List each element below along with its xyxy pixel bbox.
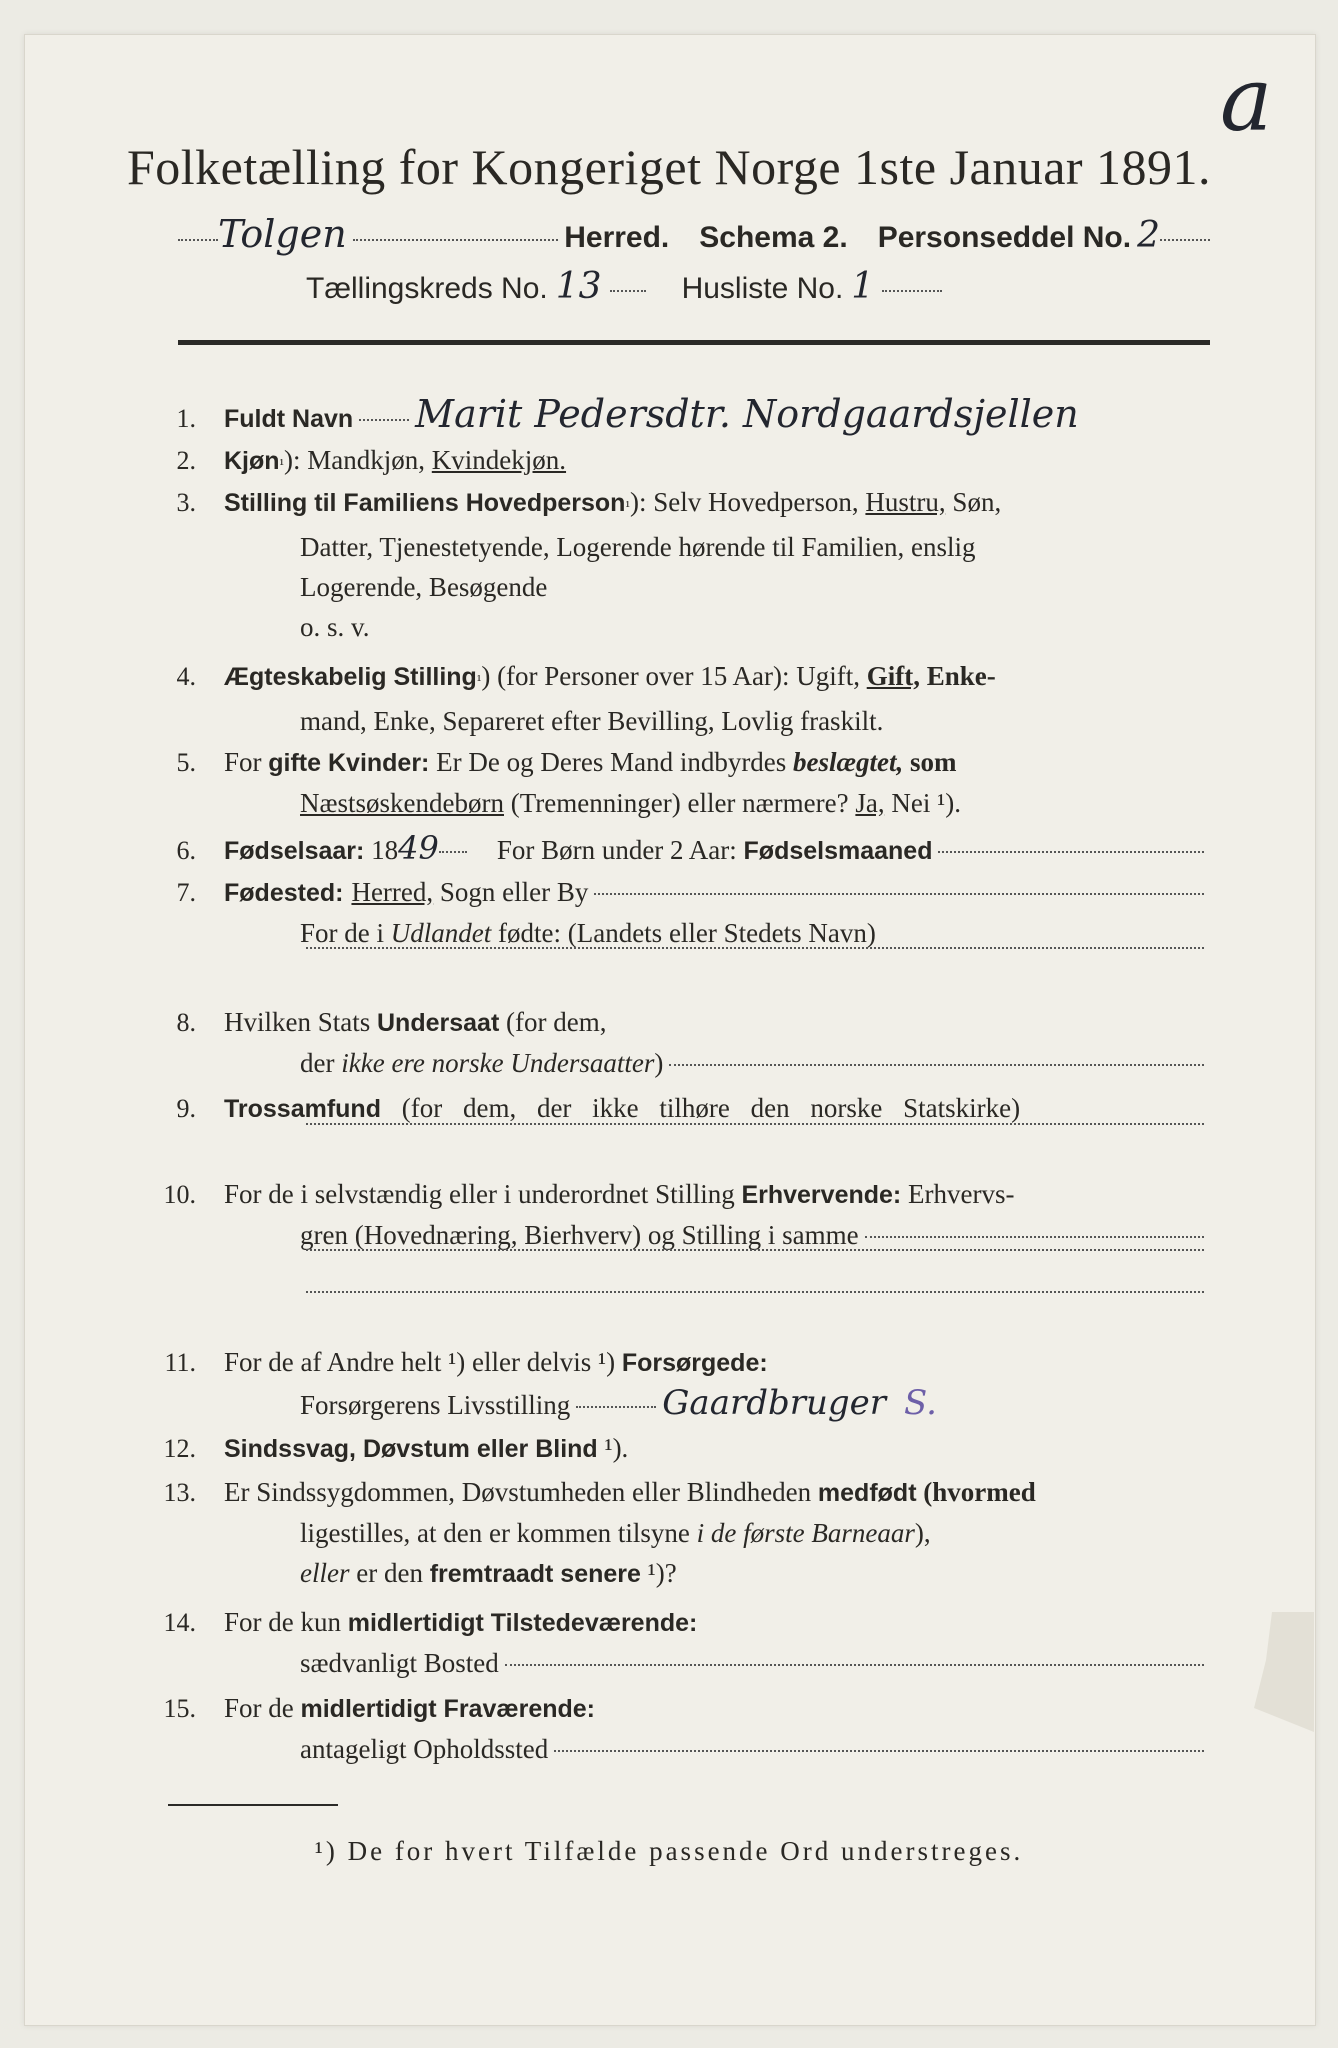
item-6-birth-year: 6. Fødselsaar: 18 49 For Børn under 2 Aar: Fødselsmaaned: [148, 828, 1210, 871]
item-12-disability: 12. Sindssvag, Døvstum eller Blind ¹).: [163, 1433, 629, 1463]
birthplace-selected: Herred,: [351, 877, 434, 907]
item-3-family-position: 3. Stilling til Familiens Hovedperson ¹ ): Selv Hovedperson, Hustru, Søn, Datter, Tjenestetyende, Logerende hørende til Familien, enslig Logerende, Besøgende o. s. v.: [148, 482, 1210, 647]
herred-label: Herred.: [564, 221, 670, 254]
schema-label: Schema 2.: [699, 221, 848, 254]
item-10-occupation: 10. For de i selvstændig eller i underordnet Stilling Erhvervende: Erhvervs- gren (Hovednæring, Bierhverv) og Stilling i samme: [148, 1174, 1210, 1339]
header-line-1: [178, 212, 1210, 256]
supporter-mark: S.: [904, 1383, 937, 1423]
corner-mark: a: [1220, 48, 1273, 151]
item-5-married-women: 5. For gifte Kvinder: Er De og Deres Mand indbyrdes beslægtet, som Næstsøskendebørn (Tremenninger) eller nærmere? Ja, Nei ¹).: [148, 742, 1210, 823]
herred-value: Tolgen: [218, 212, 347, 256]
marital-selected: Gift,: [866, 661, 920, 691]
personseddel-label: Personseddel No.: [877, 221, 1132, 254]
item-9-religion: 9. Trossamfund (for dem, der ikke tilhøre den norske Statskirke): [148, 1088, 1210, 1169]
item-8-citizenship: 8. Hvilken Stats Undersaat (for dem, der ikke ere norske Undersaatter ): [148, 1002, 1210, 1083]
kreds-value: 13: [555, 266, 602, 307]
husliste-label: Husliste No.: [681, 272, 844, 305]
item-2-gender: 2. Kjøn ¹ ): Mandkjøn, Kvindekjøn.: [148, 440, 1210, 485]
supporter-occupation-value: Gaardbruger: [662, 1383, 887, 1423]
item-15-temporarily-absent: 15. For de midlertidigt Fraværende: antageligt Opholdssted: [148, 1688, 1210, 1769]
personseddel-value: 2: [1137, 215, 1160, 256]
header-divider: [178, 340, 1210, 345]
item-14-temporarily-present: 14. For de kun midlertidigt Tilstedeværende: sædvanligt Bosted: [148, 1602, 1210, 1683]
kreds-label: Tællingskreds No.: [306, 272, 548, 305]
position-selected: Hustru,: [865, 487, 946, 517]
form-title: Folketælling for Kongeriget Norge 1ste Januar 1891.: [126, 139, 1212, 195]
item-4-marital-status: 4. Ægteskabelig Stilling ¹ ) (for Personer over 15 Aar): Ugift, Gift, Enke- mand, Enke, Separeret efter Bevilling, Lovlig fraskilt.: [148, 656, 1210, 741]
husliste-value: 1: [851, 266, 875, 307]
birth-year-value: 49: [398, 829, 439, 867]
item-13-congenital: 13. Er Sindssygdommen, Døvstumheden eller Blindheden medfødt (hvormed ligestilles, at den er kommen tilsyne i de første Barneaar ), eller er den fremtraadt senere ¹)?: [163, 1477, 1036, 1588]
related-selected: Ja,: [855, 788, 885, 818]
item-7-birthplace: 7. Fødested: Herred, Sogn eller By For de i Udlandet fødte: (Landets eller Stedets Navn): [148, 872, 1210, 993]
full-name-value: Marit Pedersdtr. Nordgaardsjellen: [415, 392, 1079, 436]
gender-selected: Kvindekjøn.: [431, 445, 567, 475]
footnote-divider: [168, 1804, 338, 1806]
header-line-2: [306, 266, 942, 307]
item-11-supported: 11. For de af Andre helt ¹) eller delvis ¹) Forsørgede: Forsørgerens Livsstilling Gaardbruger S.: [164, 1347, 937, 1423]
footnote: ¹) De for hvert Tilfælde passende Ord understreges.: [314, 1836, 1024, 1866]
item-1-full-name: 1. Fuldt Navn Marit Pedersdtr. Nordgaardsjellen: [176, 392, 1079, 436]
